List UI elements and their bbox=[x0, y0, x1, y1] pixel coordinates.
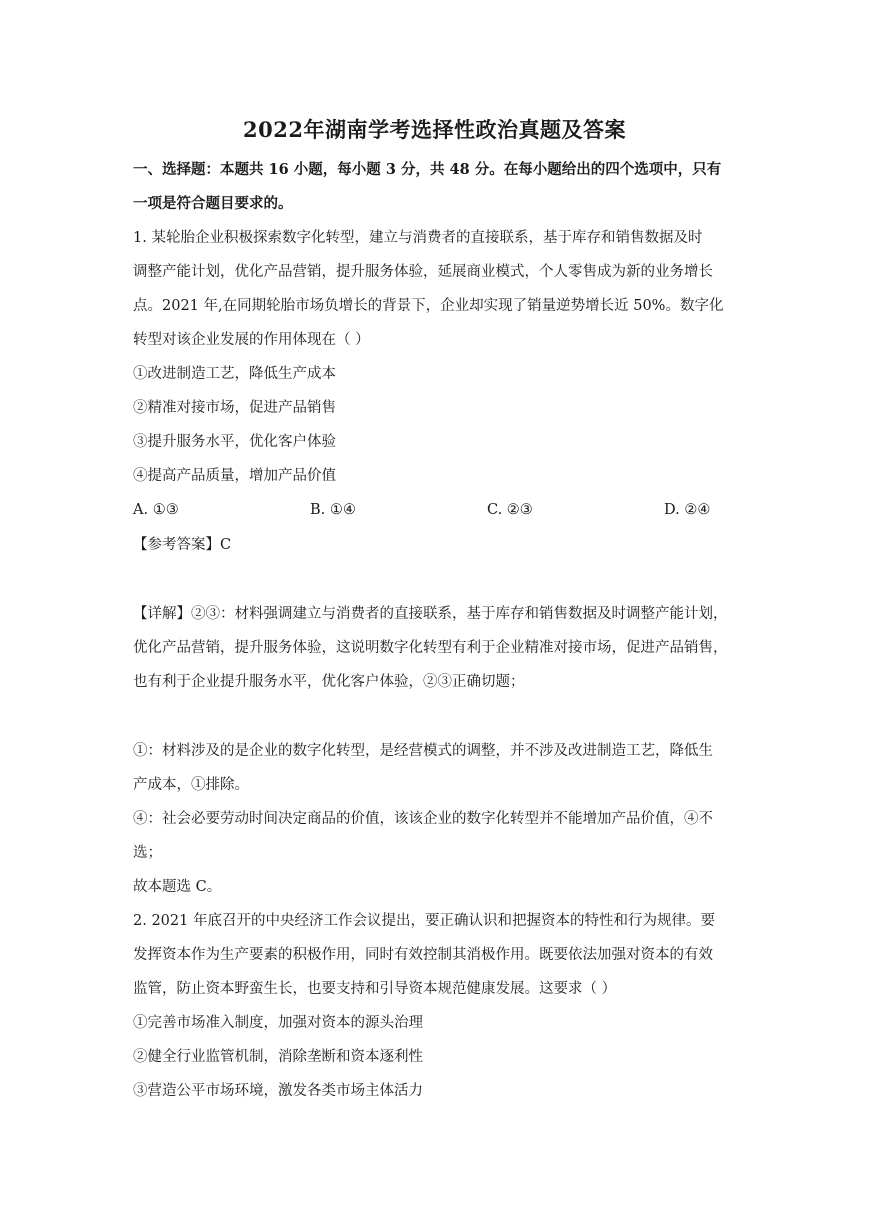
q1-item: ①改进制造工艺，降低生产成本 bbox=[133, 366, 336, 382]
q1-stem-line: 1. 某轮胎企业积极探索数字化转型，建立与消费者的直接联系，基于库存和销售数据及时 bbox=[133, 230, 703, 246]
q2-stem-line: 发挥资本作为生产要素的积极作用，同时有效控制其消极作用。既要依法加强对资本的有效 bbox=[133, 947, 713, 963]
q1-detail-line: 产成本，①排除。 bbox=[133, 777, 249, 793]
q1-detail-line: 【详解】②③：材料强调建立与消费者的直接联系，基于库存和销售数据及时调整产能计划， bbox=[133, 606, 728, 622]
q2-stem-line: 2. 2021 年底召开的中央经济工作会议提出，要正确认识和把握资本的特性和行为规律。要 bbox=[133, 913, 715, 929]
q1-item: ④提高产品质量，增加产品价值 bbox=[133, 468, 336, 484]
q1-detail-line: 也有利于企业提升服务水平，优化客户体验，②③正确切题； bbox=[133, 674, 525, 690]
q1-option-d: D. ②④ bbox=[664, 502, 711, 518]
q1-option-c: C. ②③ bbox=[487, 502, 533, 518]
q1-answer: 【参考答案】C bbox=[133, 537, 232, 553]
q2-item: ③营造公平市场环境，激发各类市场主体活力 bbox=[133, 1083, 423, 1099]
q1-detail-line: ①：材料涉及的是企业的数字化转型，是经营模式的调整，并不涉及改进制造工艺，降低生 bbox=[133, 743, 713, 759]
q1-item: ②精准对接市场，促进产品销售 bbox=[133, 400, 336, 416]
q2-stem-line: 监管，防止资本野蛮生长，也要支持和引导资本规范健康发展。这要求（ ） bbox=[133, 981, 617, 997]
q1-detail-line: ④：社会必要劳动时间决定商品的价值，该该企业的数字化转型并不能增加产品价值，④不 bbox=[133, 811, 713, 827]
document-title: 2022年湖南学考选择性政治真题及答案 bbox=[243, 117, 626, 142]
q1-stem-line: 转型对该企业发展的作用体现在（ ） bbox=[133, 332, 370, 348]
q1-conclusion: 故本题选 C。 bbox=[133, 879, 222, 895]
q1-stem-line: 调整产能计划，优化产品营销，提升服务体验，延展商业模式，个人零售成为新的业务增长 bbox=[133, 264, 713, 280]
q2-item: ①完善市场准入制度，加强对资本的源头治理 bbox=[133, 1015, 423, 1031]
q1-option-a: A. ①③ bbox=[133, 502, 179, 518]
q1-stem-line: 点。2021 年,在同期轮胎市场负增长的背景下，企业却实现了销量逆势增长近 50%。数字化 bbox=[133, 298, 724, 314]
q1-detail-line: 选； bbox=[133, 845, 162, 861]
section-header-line-2: 一项是符合题目要求的。 bbox=[133, 195, 293, 212]
q1-detail-line: 优化产品营销，提升服务体验，这说明数字化转型有利于企业精准对接市场，促进产品销售， bbox=[133, 640, 728, 656]
q1-item: ③提升服务水平，优化客户体验 bbox=[133, 434, 336, 450]
section-header-line-1: 一、选择题：本题共 16 小题，每小题 3 分，共 48 分。在每小题给出的四个选项中，只有 bbox=[133, 161, 722, 178]
q1-option-b: B. ①④ bbox=[310, 502, 356, 518]
q2-item: ②健全行业监管机制，消除垄断和资本逐利性 bbox=[133, 1049, 423, 1065]
